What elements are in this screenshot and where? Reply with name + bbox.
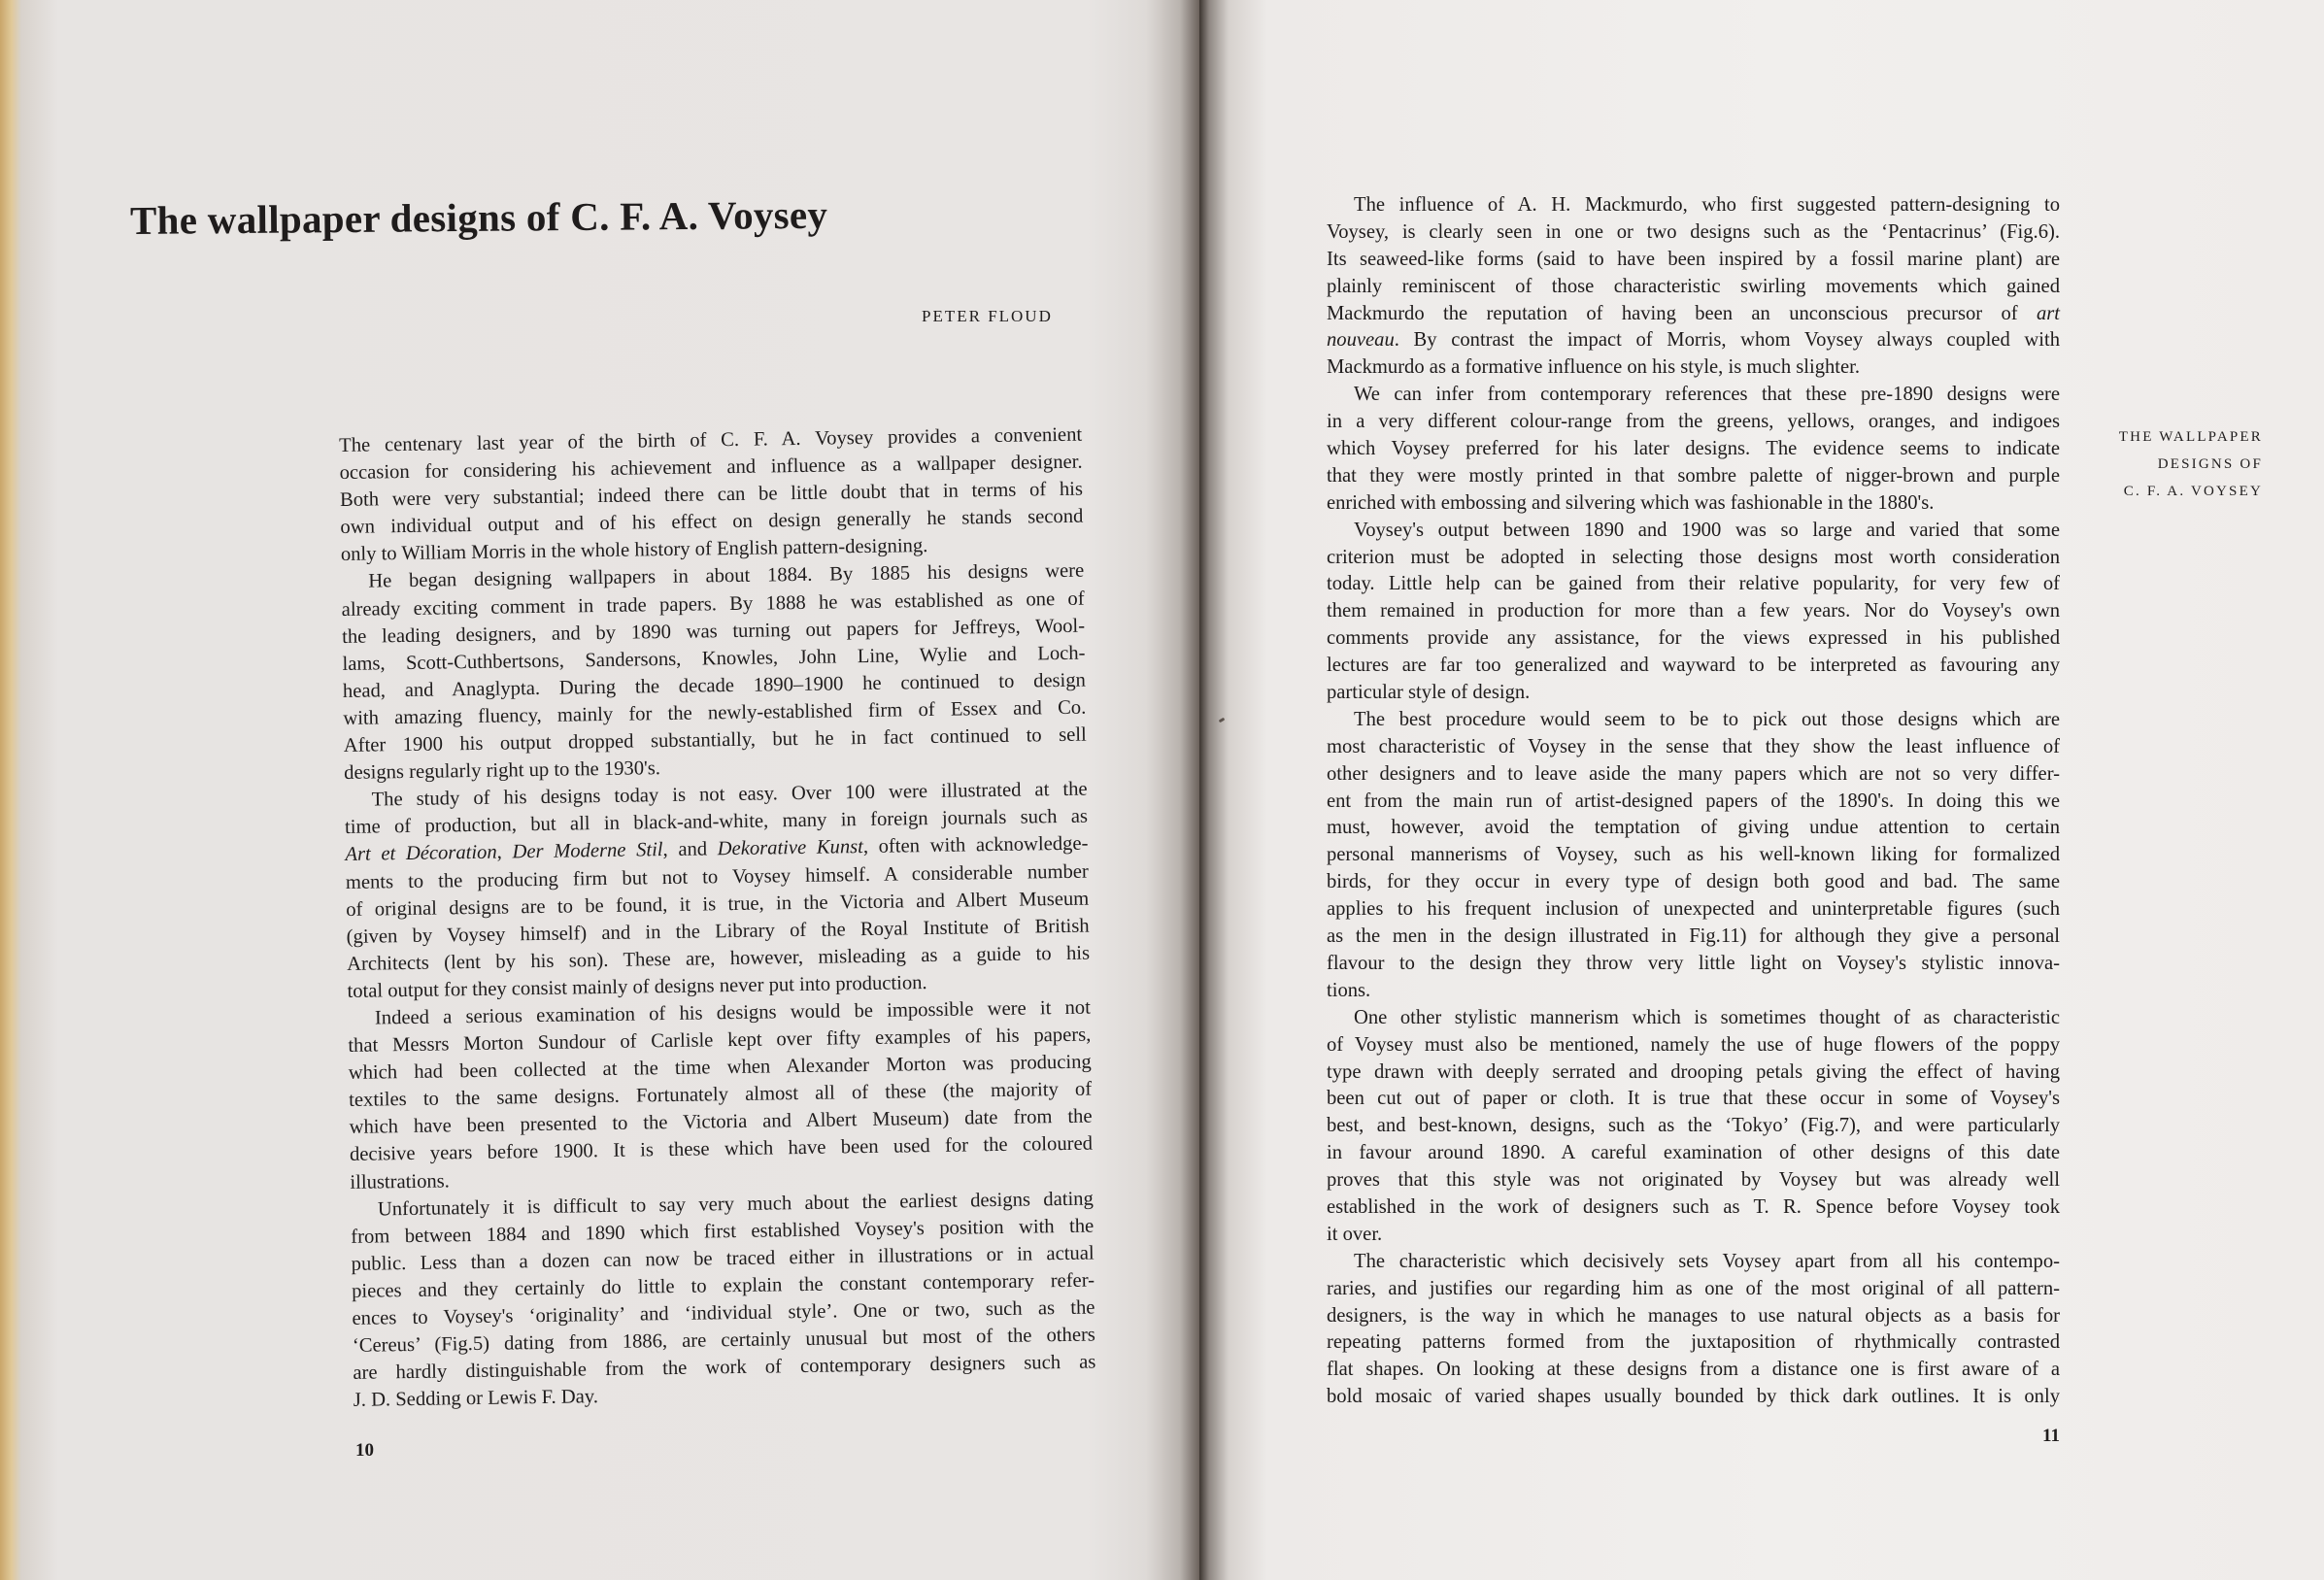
page-number-right: 11 [2042, 1426, 2060, 1446]
text-line: which Voysey preferred for his later designs. The evidence seems to indicate [1327, 438, 2060, 460]
text-line: designers, is the way in which he manages to use natural objects as a basis for [1327, 1304, 2060, 1327]
text-line: Its seaweed-like forms (said to have been inspired by a fossil marine plant) are [1327, 248, 2060, 270]
text-line: Voysey's output between 1890 and 1900 was so large and varied that some [1354, 519, 2060, 541]
author-name: PETER FLOUD [922, 307, 1053, 325]
paragraph [1327, 1005, 2060, 1249]
text-line: occasion for considering his achievement and influence as a wallpaper designer. [339, 451, 1083, 485]
paragraph [1327, 518, 2060, 707]
page-number-left: 10 [355, 1440, 374, 1461]
text-line: proves that this style was not originated by Voysey but was already well [1327, 1169, 2060, 1192]
text-line: J. D. Sedding or Lewis F. Day. [353, 1386, 599, 1412]
text-line: time of production, but all in black-and-white, many in foreign journals such as [344, 805, 1089, 839]
paragraph [339, 421, 1084, 569]
text-line: been cut out of paper or cloth. It is true that these occur in some of Voysey's [1327, 1088, 2060, 1110]
text-line: only to William Morris in the whole history of English pattern-designing. [340, 535, 928, 566]
text-line: The centenary last year of the birth of C. F. A. Voysey provides a convenient [339, 423, 1083, 456]
text-line: ‘Cereus’ (Fig.5) dating from 1886, are certainly unusual but most of the others [352, 1324, 1096, 1357]
text-line: plainly reminiscent of those characteristic swirling movements which gained [1327, 275, 2060, 297]
text-line: He began designing wallpapers in about 1884. By 1885 his designs were [368, 560, 1085, 593]
text-line: Indeed a serious examination of his designs would be impossible were it not [374, 996, 1092, 1029]
running-head [2059, 423, 2263, 505]
text-line: lams, Scott-Cuthbertsons, Sandersons, Knowles, John Line, Wylie and Loch- [342, 642, 1086, 675]
text-line: established in the work of designers such as T. R. Spence before Voysey took [1327, 1195, 2060, 1218]
text-line: already exciting comment in trade papers. By 1888 he was established as one of [341, 588, 1085, 621]
text-line: in favour around 1890. A careful examination of other designs of this date [1327, 1142, 2060, 1164]
italic-title: Dekorative Kunst [717, 836, 864, 860]
text-line: type drawn with deeply serrated and drooping petals giving the effect of having [1327, 1060, 2060, 1083]
text-line: ments to the producing firm but not to Voysey himself. A considerable number [345, 860, 1089, 893]
text-line: (given by Voysey himself) and in the Library of the Royal Institute of British [346, 915, 1090, 948]
paragraph [1327, 192, 2060, 382]
text-line: of original designs are to be found, it is true, in the Victoria and Albert Museum [346, 888, 1090, 921]
text-line: are hardly distinguishable from the work of contemporary designers such as [353, 1351, 1096, 1385]
text-line: flat shapes. On looking at these designs from a distance one is first aware of a [1327, 1359, 2060, 1381]
text-line: textiles to the same designs. Fortunately almost all of these (the majority of [349, 1078, 1093, 1112]
text-line: them remained in production for more than a few years. Nor do Voysey's own [1327, 600, 2060, 622]
text-line: the leading designers, and by 1890 was turning out papers for Jeffreys, Wool- [341, 615, 1086, 648]
text-line: Mackmurdo as a formative influence on his style, is much slighter. [1327, 356, 1861, 379]
text-line: particular style of design. [1327, 682, 1531, 704]
text-line: The study of his designs today is not easy. Over 100 were illustrated at the [371, 778, 1088, 811]
text-line: today. Little help can be gained from their relative popularity, for very few of [1327, 573, 2060, 595]
running-head-line: DESIGNS OF [2157, 456, 2263, 472]
paragraph [1327, 707, 2060, 1005]
text-line: One other stylistic mannerism which is sometimes thought of as characteristic [1354, 1006, 2060, 1028]
text-segment: , [496, 841, 513, 864]
text-line: comments provide any assistance, for the views expressed in his published [1327, 627, 2060, 650]
italic-title: Der Moderne Stil [512, 839, 663, 863]
text-line: tions. [1327, 979, 1371, 1001]
paper-speck [1219, 718, 1226, 723]
text-line: designs regularly right up to the 1930's. [344, 757, 661, 785]
paragraph [348, 994, 1094, 1196]
text-line: which had been collected at the time when Alexander Morton was producing [348, 1051, 1092, 1085]
running-head-line: THE WALLPAPER [2118, 429, 2263, 445]
paragraph [1327, 1249, 2060, 1411]
italic-title: nouveau [1327, 329, 1395, 352]
text-segment: . By contrast the impact of Morris, whom Voysey always coupled with [1394, 329, 2060, 352]
text-line: raries, and justifies our regarding him as one of the most original of all pattern- [1327, 1277, 2060, 1299]
text-line [1327, 301, 2060, 328]
text-line: The best procedure would seem to be to pick out those designs which are [1354, 708, 2060, 730]
text-segment: Mackmurdo the reputation of having been an unconscious precursor of [1327, 302, 2037, 324]
right-body-text [1327, 192, 2060, 1411]
text-line: ent from the main run of artist-designed papers of the 1890's. In doing this we [1327, 790, 2060, 812]
text-line: bold mosaic of varied shapes usually bounded by thick dark outlines. It is only [1327, 1386, 2060, 1408]
paragraph [344, 776, 1090, 1005]
left-body-text [339, 421, 1096, 1415]
text-line: which have been presented to the Victoria and Albert Museum) date from the [349, 1105, 1093, 1139]
paragraph [351, 1185, 1096, 1414]
text-line: public. Less than a dozen can now be traced either in illustrations or in actual [351, 1242, 1095, 1275]
text-line: most characteristic of Voysey in the sense that they show the least influence of [1327, 735, 2060, 757]
text-line: head, and Anaglypta. During the decade 1890–1900 he continued to design [342, 669, 1087, 702]
text-line: birds, for they occur in every type of design both good and bad. The same [1327, 871, 2060, 893]
paragraph [341, 557, 1087, 787]
text-line: flavour to the design they throw very little light on Voysey's stylistic innova- [1327, 952, 2060, 974]
text-line: in a very different colour-range from the greens, yellows, oranges, and indigoes [1327, 411, 2060, 433]
text-line: it over. [1327, 1223, 1383, 1245]
article-title: The wallpaper designs of C. F. A. Voysey [129, 191, 828, 243]
italic-title: Art et Décoration [345, 842, 497, 866]
text-line: repeating patterns formed from the juxtaposition of rhythmically contrasted [1327, 1331, 2060, 1354]
text-line: We can infer from contemporary references that these pre-1890 designs were [1354, 384, 2060, 406]
text-line: decisive years before 1900. It is these which have been used for the coloured [349, 1133, 1094, 1166]
text-segment: , often with acknowledge- [862, 833, 1089, 858]
text-line: criterion must be adopted in selecting those designs most worth consideration [1327, 546, 2060, 568]
text-line: After 1900 his output dropped substantially, but he in fact continued to sell [343, 723, 1087, 756]
text-line: lectures are far too generalized and wayward to be interpreted as favouring any [1327, 655, 2060, 677]
italic-title: art [2036, 302, 2060, 324]
text-line: of Voysey must also be mentioned, namely the use of huge flowers of the poppy [1327, 1033, 2060, 1056]
text-line: from between 1884 and 1890 which first established Voysey's position with the [351, 1215, 1095, 1248]
text-line: with amazing fluency, mainly for the newly-established firm of Essex and Co. [343, 696, 1087, 729]
text-line: ences to Voysey's ‘originality’ and ‘individual style’. One or two, such as the [352, 1296, 1095, 1329]
text-line: The characteristic which decisively sets Voysey apart from all his contempo- [1354, 1250, 2060, 1272]
text-line: personal mannerisms of Voysey, such as his well-known liking for formalized [1327, 844, 2060, 866]
text-line: Voysey, is clearly seen in one or two designs such as the ‘Pentacrinus’ (Fig.6). [1327, 220, 2060, 243]
text-line: that they were mostly printed in that sombre palette of nigger-brown and purple [1327, 464, 2060, 487]
text-line: pieces and they certainly do little to explain the constant contemporary refer- [351, 1269, 1095, 1302]
text-line [1327, 327, 2060, 354]
text-line: Both were very substantial; indeed there can be little doubt that in terms of his [339, 478, 1084, 512]
text-line: Unfortunately it is difficult to say very much about the earliest designs dating [377, 1188, 1094, 1221]
text-line: as the men in the design illustrated in Fig.11) for although they give a personal [1327, 925, 2060, 948]
text-line: that Messrs Morton Sundour of Carlisle kept over fifty examples of his papers, [348, 1024, 1092, 1057]
text-segment: , and [662, 838, 718, 861]
text-line: Architects (lent by his son). These are, however, misleading as a guide to his [346, 942, 1091, 975]
text-line: other designers and to leave aside the many papers which are not so very differ- [1327, 762, 2060, 785]
text-line: must, however, avoid the temptation of giving undue attention to certain [1327, 817, 2060, 839]
text-line: total output for they consist mainly of designs never put into production. [347, 971, 927, 1002]
paragraph [1327, 382, 2060, 517]
text-line: The influence of A. H. Mackmurdo, who first suggested pattern-designing to [1354, 194, 2060, 216]
text-line: best, and best-known, designs, such as the ‘Tokyo’ (Fig.7), and were particularly [1327, 1115, 2060, 1137]
text-line: enriched with embossing and silvering which was fashionable in the 1880's. [1327, 491, 1935, 514]
text-line: illustrations. [350, 1169, 451, 1193]
text-line: own individual output and of his effect on design generally he stands second [340, 505, 1084, 539]
running-head-line: C. F. A. VOYSEY [2123, 484, 2263, 499]
text-line: applies to his frequent inclusion of unexpected and uninterpretable figures (such [1327, 898, 2060, 921]
